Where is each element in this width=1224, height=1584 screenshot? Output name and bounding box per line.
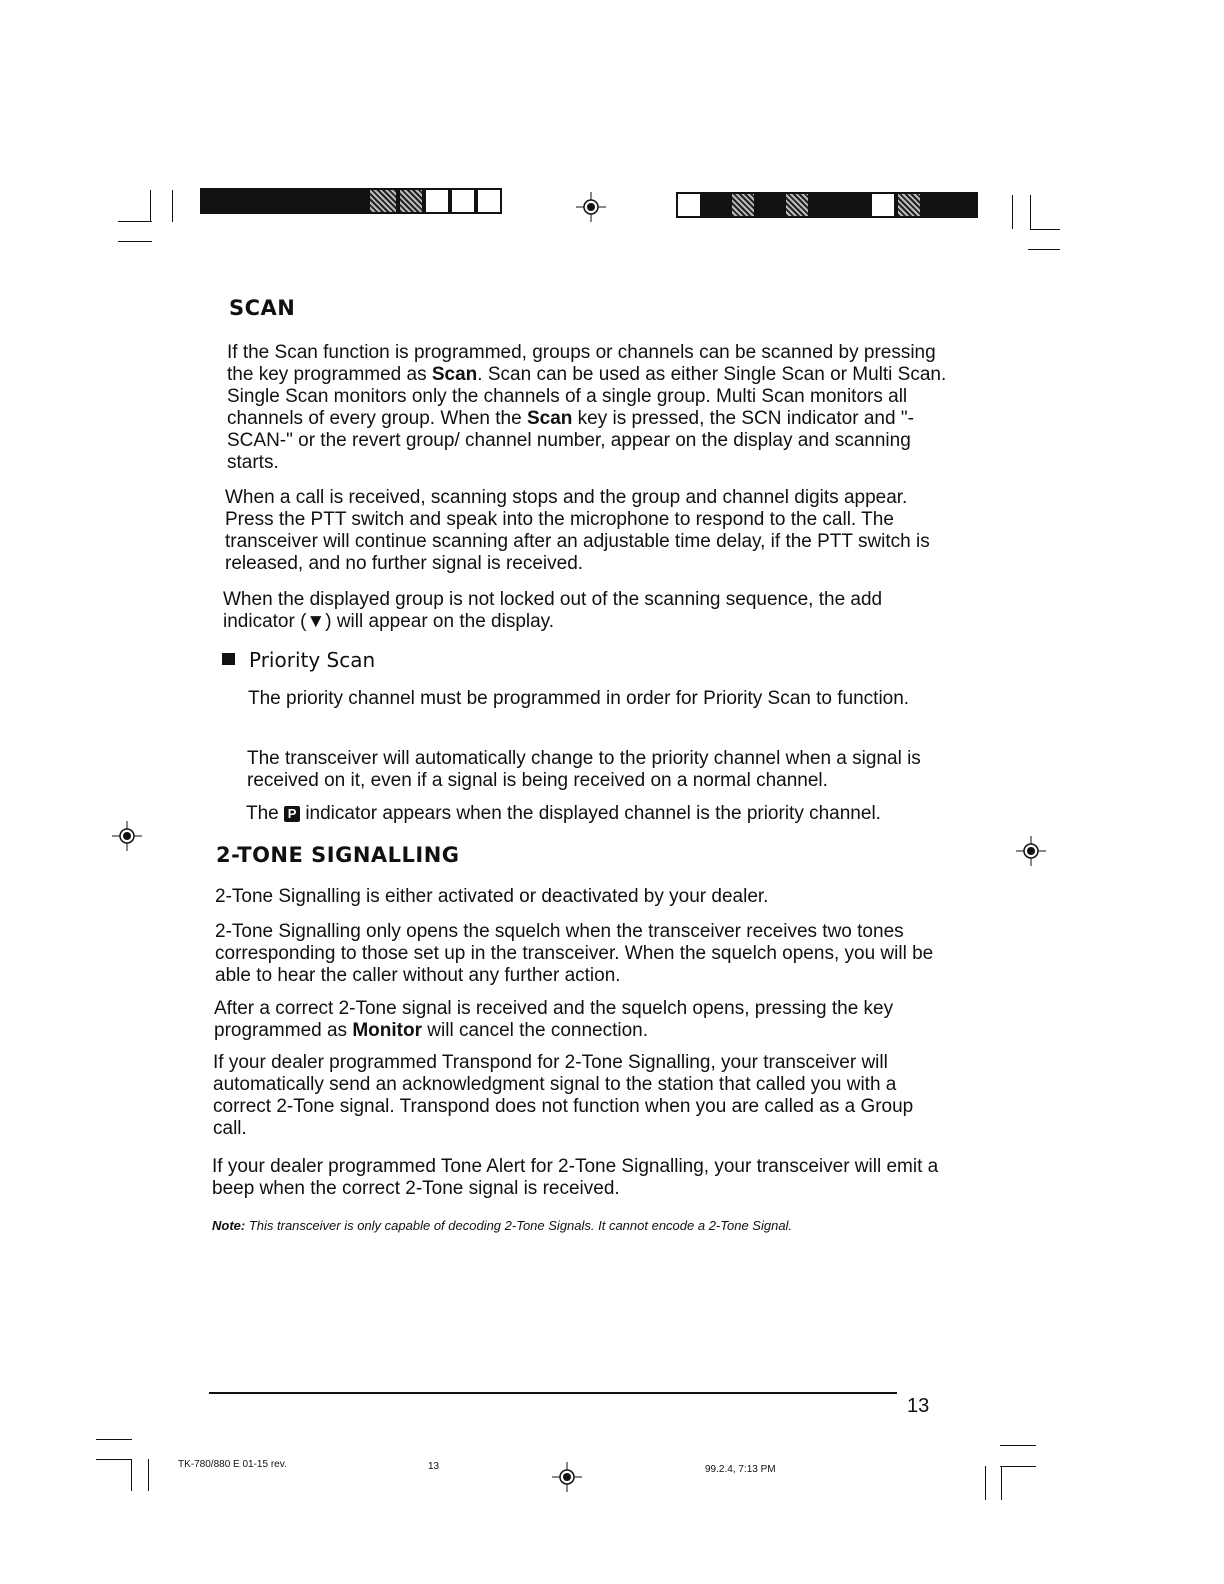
scan-paragraph-2: When a call is received, scanning stops and the group and channel digits appear. Press the PTT switch and speak into the microphone to respond to the call. The transceiver will continue scanning after an adjustable time delay, if the PTT switch is released, and no further signal is received.: [225, 487, 930, 574]
section-heading-2-tone-signalling: 2-TONE SIGNALLING: [216, 843, 460, 867]
two-tone-paragraph-3: After a correct 2-Tone signal is received and the squelch opens, pressing the key programmed as Monitor will cancel the connection.: [214, 998, 894, 1041]
crop-mark: [1012, 195, 1013, 229]
crop-mark: [148, 1459, 149, 1491]
section-heading-scan: SCAN: [229, 296, 296, 320]
crop-mark: [1000, 1466, 1036, 1467]
scan-paragraph-1: If the Scan function is programmed, groups or channels can be scanned by pressing the key programmed as Scan. Scan can be used as either Single Scan or Multi Scan. Single Scan monitors only the channels of a single group. Multi Scan monitors all channels of every group. When the Scan key is pressed, the SCN indicator and "-SCAN-" or the revert group/ channel number, appear on the display and scanning starts.: [227, 342, 947, 473]
crop-mark: [131, 1459, 132, 1491]
crop-mark: [1000, 1445, 1036, 1446]
footer-timestamp: 99.2.4, 7:13 PM: [705, 1464, 776, 1475]
priority-paragraph-3: The P indicator appears when the displayed channel is the priority channel.: [246, 803, 881, 824]
crop-mark: [96, 1439, 132, 1440]
subsection-heading-priority-scan: Priority Scan: [249, 648, 376, 672]
footer-page: 13: [428, 1461, 440, 1472]
crop-mark: [96, 1459, 132, 1460]
crop-mark: [1030, 195, 1031, 229]
two-tone-paragraph-4: If your dealer programmed Transpond for 2-Tone Signalling, your transceiver will automatically send an acknowledgment signal to the station that called you with a correct 2-Tone signal. Transpond does not function when you are called as a Group call.: [213, 1052, 914, 1139]
two-tone-paragraph-1: 2-Tone Signalling is either activated or deactivated by your dealer.: [215, 886, 769, 907]
priority-indicator-icon: P: [284, 806, 300, 822]
registration-bar-left: [200, 188, 502, 214]
page-rule: [209, 1392, 897, 1394]
two-tone-paragraph-2: 2-Tone Signalling only opens the squelch when the transceiver receives two tones corresponding to those set up in the transceiver. When the squelch opens, you will be able to hear the caller without any further action.: [215, 921, 934, 986]
bullet-square-icon: [222, 653, 235, 665]
priority-paragraph-2: The transceiver will automatically change to the priority channel when a signal is received on it, even if a signal is being received on a normal channel.: [247, 748, 921, 791]
crop-mark: [1001, 1466, 1002, 1500]
crop-mark: [118, 221, 152, 222]
two-tone-paragraph-5: If your dealer programmed Tone Alert for 2-Tone Signalling, your transceiver will emit a beep when the correct 2-Tone signal is received.: [212, 1156, 939, 1199]
crop-mark: [985, 1466, 986, 1500]
crop-mark: [118, 241, 152, 242]
registration-target-icon: [1016, 836, 1046, 866]
registration-target-icon: [576, 192, 606, 222]
registration-bar-right: [676, 192, 978, 218]
registration-target-icon: [552, 1462, 582, 1492]
scan-paragraph-3: When the displayed group is not locked out of the scanning sequence, the add indicator (▼) will appear on the display.: [223, 589, 883, 632]
page-number: 13: [907, 1395, 930, 1417]
crop-mark: [150, 190, 151, 222]
footer-doc-id: TK-780/880 E 01-15 rev.: [178, 1459, 287, 1470]
priority-paragraph-1: The priority channel must be programmed in order for Priority Scan to function.: [248, 688, 910, 709]
crop-mark: [1028, 249, 1060, 250]
crop-mark: [1030, 229, 1060, 230]
registration-target-icon: [112, 821, 142, 851]
crop-mark: [172, 190, 173, 222]
two-tone-note: Note: This transceiver is only capable of decoding 2-Tone Signals. It cannot encode a 2-Tone Signal.: [212, 1218, 793, 1233]
